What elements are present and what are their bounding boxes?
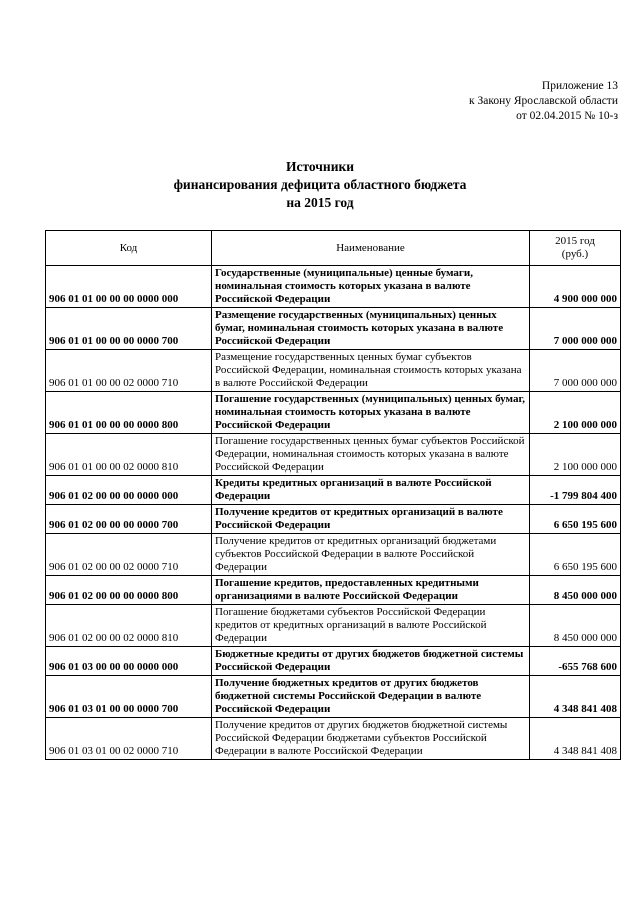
code-cell: 906 01 01 00 00 00 0000 700 — [46, 308, 212, 350]
table-row — [46, 605, 621, 647]
amount-cell: 4 900 000 000 — [530, 266, 621, 308]
table-body — [46, 266, 621, 760]
table-row — [46, 576, 621, 605]
name-cell: Погашение бюджетами субъектов Российской Федерации кредитов от кредитных организаций в валюте Российской Федерации — [212, 605, 530, 647]
code-cell: 906 01 02 00 00 00 0000 800 — [46, 576, 212, 605]
table-row — [46, 266, 621, 308]
name-cell: Государственные (муниципальные) ценные бумаги, номинальная стоимость которых указана в валюте Российской Федерации — [212, 266, 530, 308]
name-cell: Погашение государственных ценных бумаг субъектов Российской Федерации, номинальная стоимость которых указана в валюте Российской Федерации — [212, 434, 530, 476]
table-row — [46, 534, 621, 576]
amount-cell: 4 348 841 408 — [530, 718, 621, 760]
code-cell: 906 01 02 00 00 02 0000 710 — [46, 534, 212, 576]
financing-sources-table — [45, 230, 621, 760]
name-cell: Бюджетные кредиты от других бюджетов бюджетной системы Российской Федерации — [212, 647, 530, 676]
code-cell: 906 01 02 00 00 02 0000 810 — [46, 605, 212, 647]
table-row — [46, 476, 621, 505]
appendix-line-1: Приложение 13 — [541, 80, 618, 92]
amount-cell: 8 450 000 000 — [530, 605, 621, 647]
appendix-line-2: к Закону Ярославской области — [469, 95, 618, 107]
amount-cell: 6 650 195 600 — [530, 505, 621, 534]
amount-cell: -655 768 600 — [530, 647, 621, 676]
name-cell: Получение бюджетных кредитов от других бюджетов бюджетной системы Российской Федерации в валюте Российской Федерации — [212, 676, 530, 718]
code-cell: 906 01 01 00 00 00 0000 800 — [46, 392, 212, 434]
title-line-2: финансирования дефицита областного бюджета — [173, 177, 467, 192]
header-amount-year: 2015 год — [555, 235, 595, 247]
amount-cell: 2 100 000 000 — [530, 434, 621, 476]
table-row — [46, 308, 621, 350]
header-name: Наименование — [212, 231, 530, 266]
appendix-line-3: от 02.04.2015 № 10-з — [516, 110, 618, 122]
header-amount-unit: (руб.) — [561, 248, 589, 260]
code-cell: 906 01 03 01 00 00 0000 700 — [46, 676, 212, 718]
amount-cell: 7 000 000 000 — [530, 308, 621, 350]
name-cell: Погашение кредитов, предоставленных кредитными организациями в валюте Российской Федерации — [212, 576, 530, 605]
name-cell: Получение кредитов от других бюджетов бюджетной системы Российской Федерации бюджетами субъектов Российской Федерации в валюте Российской Федерации — [212, 718, 530, 760]
table-row — [46, 434, 621, 476]
table-row — [46, 350, 621, 392]
table-row — [46, 647, 621, 676]
title-line-3: на 2015 год — [286, 195, 354, 210]
table-row — [46, 505, 621, 534]
header-amount — [530, 231, 621, 266]
name-cell: Получение кредитов от кредитных организаций в валюте Российской Федерации — [212, 505, 530, 534]
table-header-row — [46, 231, 621, 266]
table-row — [46, 676, 621, 718]
title-line-1: Источники — [285, 159, 355, 174]
amount-cell: 4 348 841 408 — [530, 676, 621, 718]
code-cell: 906 01 03 00 00 00 0000 000 — [46, 647, 212, 676]
code-cell: 906 01 03 01 00 02 0000 710 — [46, 718, 212, 760]
name-cell: Получение кредитов от кредитных организаций бюджетами субъектов Российской Федерации в валюте Российской Федерации — [212, 534, 530, 576]
code-cell: 906 01 02 00 00 00 0000 000 — [46, 476, 212, 505]
amount-cell: -1 799 804 400 — [530, 476, 621, 505]
amount-cell: 8 450 000 000 — [530, 576, 621, 605]
code-cell: 906 01 01 00 00 00 0000 000 — [46, 266, 212, 308]
appendix-block — [469, 79, 618, 124]
amount-cell: 2 100 000 000 — [530, 392, 621, 434]
code-cell: 906 01 01 00 00 02 0000 810 — [46, 434, 212, 476]
table-row — [46, 718, 621, 760]
name-cell: Кредиты кредитных организаций в валюте Российской Федерации — [212, 476, 530, 505]
header-code: Код — [46, 231, 212, 266]
name-cell: Погашение государственных (муниципальных) ценных бумаг, номинальная стоимость которых указана в валюте Российской Федерации — [212, 392, 530, 434]
document-title — [0, 158, 640, 212]
table-row — [46, 392, 621, 434]
amount-cell: 7 000 000 000 — [530, 350, 621, 392]
amount-cell: 6 650 195 600 — [530, 534, 621, 576]
code-cell: 906 01 01 00 00 02 0000 710 — [46, 350, 212, 392]
name-cell: Размещение государственных (муниципальных) ценных бумаг, номинальная стоимость которых указана в валюте Российской Федерации — [212, 308, 530, 350]
code-cell: 906 01 02 00 00 00 0000 700 — [46, 505, 212, 534]
name-cell: Размещение государственных ценных бумаг субъектов Российской Федерации, номинальная стоимость которых указана в валюте Российской Федерации — [212, 350, 530, 392]
